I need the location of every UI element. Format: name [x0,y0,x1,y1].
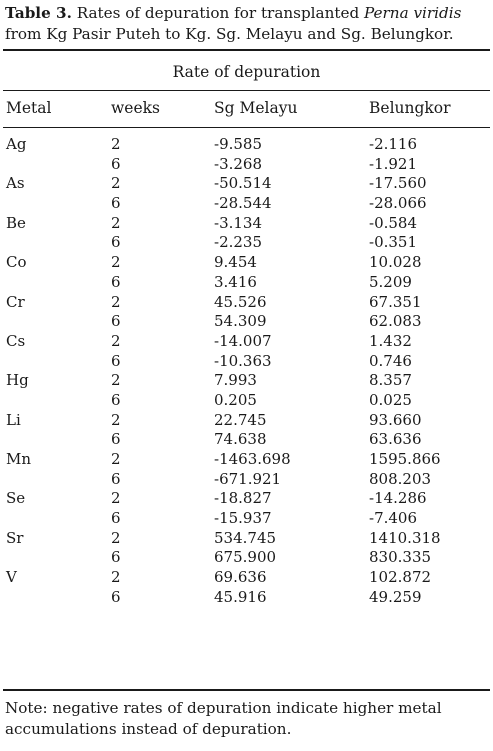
table-row [0,548,493,568]
cell-weeks: 6 [111,154,121,173]
cell-weeks: 6 [111,233,121,252]
cell-weeks: 6 [111,351,121,370]
cell-metal: Cr [6,292,25,311]
cell-weeks: 6 [111,548,121,567]
cell-belungkor: 0.025 [369,390,412,409]
cell-belungkor: 1595.866 [369,450,441,468]
cell-belungkor: 1.432 [369,331,412,350]
cell-sg-melayu: 54.309 [214,312,267,331]
cell-weeks: 6 [111,390,121,409]
cell-sg-melayu: 45.916 [214,587,267,606]
cell-sg-melayu: 74.638 [214,430,267,449]
cell-belungkor: 1410.318 [369,528,441,547]
cell-belungkor: -2.116 [369,135,418,153]
cell-sg-melayu: -50.514 [214,174,272,193]
caption-text-before: Rates of depuration for transplanted [71,4,365,22]
cell-sg-melayu: -671.921 [214,469,282,488]
table-body [0,135,493,608]
cell-sg-melayu: 534.745 [214,528,277,547]
header-rule [3,127,490,128]
cell-weeks: 2 [111,489,121,508]
cell-sg-melayu: 7.993 [214,371,257,390]
cell-sg-melayu: 0.205 [214,390,257,409]
cell-belungkor: 10.028 [369,253,422,272]
cell-weeks: 2 [111,410,121,429]
cell-belungkor: -17.560 [369,174,427,193]
cell-metal: Be [6,213,26,232]
cell-belungkor: -7.406 [369,509,418,528]
cell-sg-melayu: -28.544 [214,194,272,213]
cell-metal: Hg [6,371,29,390]
table-note: Note: negative rates of depuration indicate higher metal accumulations instead of depuration. [5,699,442,738]
cell-weeks: 2 [111,135,121,153]
table-row [0,568,493,588]
cell-metal: Li [6,410,21,429]
cell-sg-melayu: -1463.698 [214,450,291,468]
cell-belungkor: 67.351 [369,292,422,311]
cell-weeks: 2 [111,528,121,547]
cell-weeks: 6 [111,587,121,606]
cell-metal: Ag [6,135,27,153]
table-row [0,509,493,529]
cell-belungkor: -28.066 [369,194,427,213]
table-top-rule [3,49,490,51]
cell-weeks: 2 [111,371,121,390]
table-row [0,489,493,509]
cell-metal: V [6,568,17,587]
cell-sg-melayu: -9.585 [214,135,263,153]
cell-belungkor: 102.872 [369,568,432,587]
table-row [0,391,493,411]
table-row [0,293,493,313]
cell-belungkor: 808.203 [369,469,432,488]
cell-metal: As [6,174,25,193]
cell-metal: Sr [6,528,24,547]
cell-sg-melayu: -3.268 [214,154,263,173]
cell-belungkor: 0.746 [369,351,412,370]
cell-belungkor: 830.335 [369,548,432,567]
cell-metal: Mn [6,450,32,468]
column-header-metal: Metal [6,99,52,117]
cell-belungkor: -14.286 [369,489,427,508]
table-row [0,312,493,332]
table-row [0,371,493,391]
table-row [0,155,493,175]
cell-weeks: 2 [111,568,121,587]
table-row [0,332,493,352]
table-row [0,529,493,549]
cell-metal: Cs [6,331,26,350]
table-row [0,214,493,234]
cell-sg-melayu: 69.636 [214,568,267,587]
table-caption [5,3,491,45]
cell-belungkor: 62.083 [369,312,422,331]
cell-belungkor: 63.636 [369,430,422,449]
cell-belungkor: -0.584 [369,213,418,232]
cell-sg-melayu: -10.363 [214,351,272,370]
table-row [0,352,493,372]
cell-sg-melayu: -15.937 [214,509,272,528]
table-row [0,233,493,253]
cell-weeks: 6 [111,469,121,488]
cell-belungkor: -0.351 [369,233,418,252]
table-row [0,411,493,431]
caption-text-after: from Kg Pasir Puteh to Kg. Sg. Melayu and Sg. Belungkor. [5,25,454,43]
cell-sg-melayu: 9.454 [214,253,257,272]
column-header-sg-melayu: Sg Melayu [214,99,298,117]
cell-weeks: 2 [111,253,121,272]
cell-weeks: 6 [111,272,121,291]
cell-weeks: 2 [111,292,121,311]
table-bottom-rule [3,689,490,691]
cell-weeks: 2 [111,331,121,350]
column-header-weeks: weeks [111,99,160,117]
table-row [0,194,493,214]
table-row [0,135,493,155]
cell-weeks: 2 [111,174,121,193]
cell-sg-melayu: 3.416 [214,272,257,291]
cell-sg-melayu: -2.235 [214,233,263,252]
cell-sg-melayu: -14.007 [214,331,272,350]
cell-metal: Co [6,253,27,272]
cell-belungkor: 93.660 [369,410,422,429]
cell-sg-melayu: -18.827 [214,489,272,508]
table-row [0,430,493,450]
cell-weeks: 6 [111,509,121,528]
table-label: Table 3. [5,4,72,22]
table-row [0,470,493,490]
table-row [0,273,493,293]
cell-belungkor: 8.357 [369,371,412,390]
table-row [0,450,493,470]
spanning-header-rule [3,90,490,91]
table-row [0,588,493,608]
cell-sg-melayu: -3.134 [214,213,263,232]
cell-weeks: 6 [111,430,121,449]
cell-sg-melayu: 22.745 [214,410,267,429]
cell-sg-melayu: 675.900 [214,548,277,567]
cell-weeks: 6 [111,194,121,213]
cell-belungkor: 5.209 [369,272,412,291]
cell-sg-melayu: 45.526 [214,292,267,311]
table-row [0,253,493,273]
caption-species-name: Perna viridis [364,4,462,22]
cell-belungkor: -1.921 [369,154,418,173]
column-header-belungkor: Belungkor [369,99,451,117]
cell-belungkor: 49.259 [369,587,422,606]
cell-metal: Se [6,489,26,508]
cell-weeks: 6 [111,312,121,331]
table-row [0,174,493,194]
cell-weeks: 2 [111,450,121,468]
cell-weeks: 2 [111,213,121,232]
spanning-header: Rate of depuration [172,63,321,81]
